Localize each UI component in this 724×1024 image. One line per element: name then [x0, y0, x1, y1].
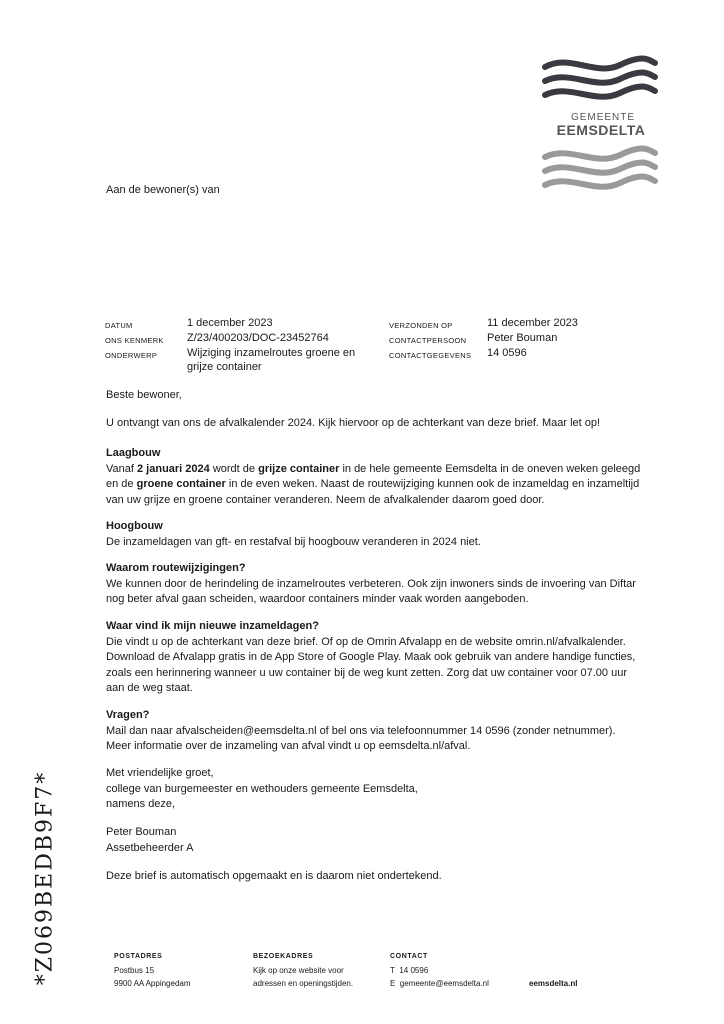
footer-website: eemsdelta.nl — [529, 979, 578, 988]
meta-value-kenmerk: Z/23/400203/DOC-23452764 — [187, 332, 329, 344]
section-text-line2: Meer informatie over de inzameling van afval vindt u op eemsdelta.nl/afval. — [106, 740, 471, 752]
meta-value-onderwerp: Wijziging inzamelroutes groene en — [187, 347, 356, 359]
footer-label-postadres: POSTADRES — [114, 953, 163, 960]
section-heading: Waar vind ik mijn nieuwe inzameldagen? — [106, 620, 319, 632]
meta-value-onderwerp-line2: grijze container — [187, 361, 262, 373]
section-waarom — [106, 561, 646, 608]
section-text: De inzameldagen van gft- en restafval bij hoogbouw veranderen in 2024 niet. — [106, 535, 481, 548]
logo-text-gemeente: GEMEENTE — [570, 112, 636, 123]
footer-label-bezoekadres: BEZOEKADRES — [253, 953, 314, 960]
auto-generated-note: Deze brief is automatisch opgemaakt en is daarom niet ondertekend. — [106, 870, 442, 882]
closing-line2: college van burgemeester en wethouders gemeente Eemsdelta, — [106, 782, 418, 795]
document-barcode — [20, 745, 70, 1010]
section-waar — [106, 619, 646, 697]
footer-postadres-line1: Postbus 15 — [114, 966, 155, 975]
footer-contact-email: E gemeente@eemsdelta.nl — [390, 979, 489, 988]
footer-label-contact: CONTACT — [390, 953, 428, 960]
section-text: We kunnen door de herindeling de inzamelroutes verbeteren. Ook zijn inwoners sinds de invoering van Diftar nog beter afval gaan scheiden, waardoor containers minder vaak worden aangeboden. — [106, 577, 636, 605]
signature — [106, 825, 646, 856]
meta-label-datum: DATUM — [105, 321, 133, 330]
section-text: Die vindt u op de achterkant van deze brief. Of op de Omrin Afvalapp en de website omrin.nl/afvalkalender. Download de Afvalapp gratis in de App Store of Google Play. Maak ook gebruik van andere handige functies, zoals een herinnering wanneer u uw container bij de weg kunt zetten. Zorg dat uw container voor 07.00 uur aan de weg staat. — [106, 635, 636, 694]
meta-value-verzonden: 11 december 2023 — [487, 317, 578, 329]
section-heading: Vragen? — [106, 709, 150, 721]
signature-title: Assetbeheerder A — [106, 841, 194, 854]
signature-name: Peter Bouman — [106, 826, 177, 838]
barcode-text: *Z069BEDB9F7* — [32, 770, 58, 985]
section-heading: Hoogbouw — [106, 520, 163, 532]
meta-label-contactgegevens: CONTACTGEGEVENS — [389, 351, 472, 360]
closing — [106, 766, 646, 813]
section-heading: Waarom routewijzigingen? — [106, 562, 246, 574]
logo-text-eemsdelta: EEMSDELTA — [556, 122, 646, 138]
section-vragen — [106, 708, 646, 755]
meta-label-onderwerp: ONDERWERP — [105, 351, 158, 360]
meta-value-datum: 1 december 2023 — [187, 317, 273, 329]
closing-line3: namens deze, — [106, 798, 176, 810]
meta-label-verzonden: VERZONDEN OP — [389, 321, 453, 330]
section-text-line1: Mail dan naar afvalscheiden@eemsdelta.nl of bel ons via telefoonnummer 14 0596 (zonder netnummer). — [106, 724, 616, 737]
meta-value-contactpersoon: Peter Bouman — [487, 332, 558, 344]
meta-label-contactpersoon: CONTACTPERSOON — [389, 336, 467, 345]
greeting: Beste bewoner, — [106, 389, 182, 401]
section-hoogbouw — [106, 519, 646, 550]
footer-bezoekadres-line2: adressen en openingstijden. — [253, 979, 354, 988]
closing-line1: Met vriendelijke groet, — [106, 767, 214, 779]
section-text: Vanaf 2 januari 2024 wordt de grijze container in de hele gemeente Eemsdelta in de oneven weken geleegd en de groene container in de even weken. Naast de routewijziging kunnen ook de inzameldag en inzameltijd van uw grijze en groene container veranderen. Neem de afvalkalender daarom goed door. — [106, 462, 641, 506]
section-laagbouw — [106, 446, 646, 508]
meta-value-contactgegevens: 14 0596 — [487, 347, 527, 359]
addressee: Aan de bewoner(s) van — [106, 184, 220, 196]
intro-paragraph: U ontvangt van ons de afvalkalender 2024. Kijk hiervoor op de achterkant van deze brief. Maar let op! — [106, 417, 601, 429]
footer-contact-phone: T 14 0596 — [390, 966, 429, 975]
footer-bezoekadres-line1: Kijk op onze website voor — [253, 966, 344, 975]
section-heading: Laagbouw — [106, 447, 161, 459]
footer-postadres-line2: 9900 AA Appingedam — [114, 979, 191, 988]
meta-label-kenmerk: ONS KENMERK — [105, 336, 164, 345]
